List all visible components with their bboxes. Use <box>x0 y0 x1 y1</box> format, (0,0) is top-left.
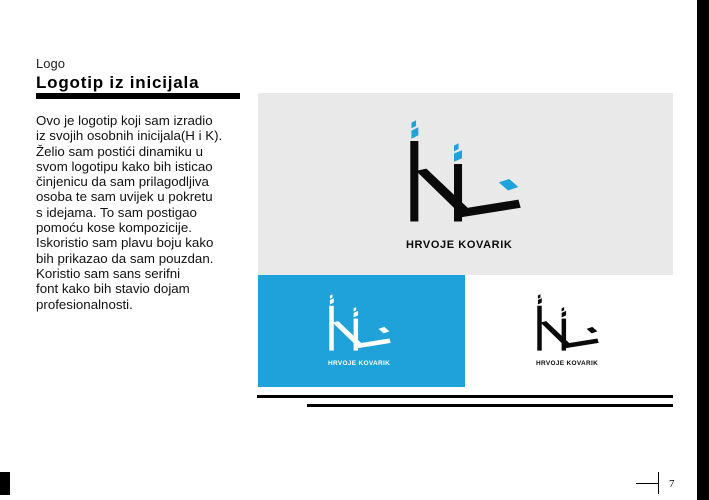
text-line: bih prikazao da sam pouzdan. <box>36 250 214 266</box>
logo-mono <box>533 293 603 367</box>
hk-monogram-icon <box>533 293 603 357</box>
hk-monogram-icon <box>325 293 395 357</box>
logo-wordmark: HRVOJE KOVARIK <box>328 360 391 367</box>
text-line: Želio sam postići dinamiku u <box>36 143 204 159</box>
logo-main <box>403 118 528 251</box>
title-underline <box>36 93 240 99</box>
page-number: 7 <box>669 478 675 490</box>
text-line: Koristio sam sans serifni <box>36 265 181 281</box>
divider-line <box>257 395 673 398</box>
page-title: Logotip iz inicijala <box>36 73 200 92</box>
page-edge-bar <box>697 0 709 500</box>
text-line: s idejama. To sam postigao <box>36 204 197 220</box>
page-corner-mark <box>0 472 10 495</box>
logo-wordmark: HRVOJE KOVARIK <box>536 360 599 367</box>
hk-monogram-icon <box>403 118 528 233</box>
text-line: pomoću kose kompozicije. <box>36 220 192 236</box>
text-line: Iskoristio sam plavu boju kako <box>36 235 214 251</box>
logo-wordmark: HRVOJE KOVARIK <box>406 239 513 251</box>
text-line: svom logotipu kako bih isticao <box>36 158 213 174</box>
text-line: font kako bih stavio dojam <box>36 281 190 297</box>
description-paragraph <box>36 113 258 312</box>
page-number-rule <box>636 483 658 484</box>
section-label: Logo <box>36 56 65 71</box>
text-line: Ovo je logotip koji sam izradio <box>36 113 213 128</box>
text-line: činjenicu da sam prilagodljiva <box>36 174 209 190</box>
text-line: profesionalnosti. <box>36 296 133 312</box>
logo-inverse <box>325 293 395 367</box>
text-line: iz svojih osobnih inicijala(H i K). <box>36 128 223 144</box>
text-line: osoba te sam uvijek u pokretu <box>36 189 213 205</box>
page-number-rule <box>658 472 659 494</box>
divider-line <box>307 404 673 407</box>
